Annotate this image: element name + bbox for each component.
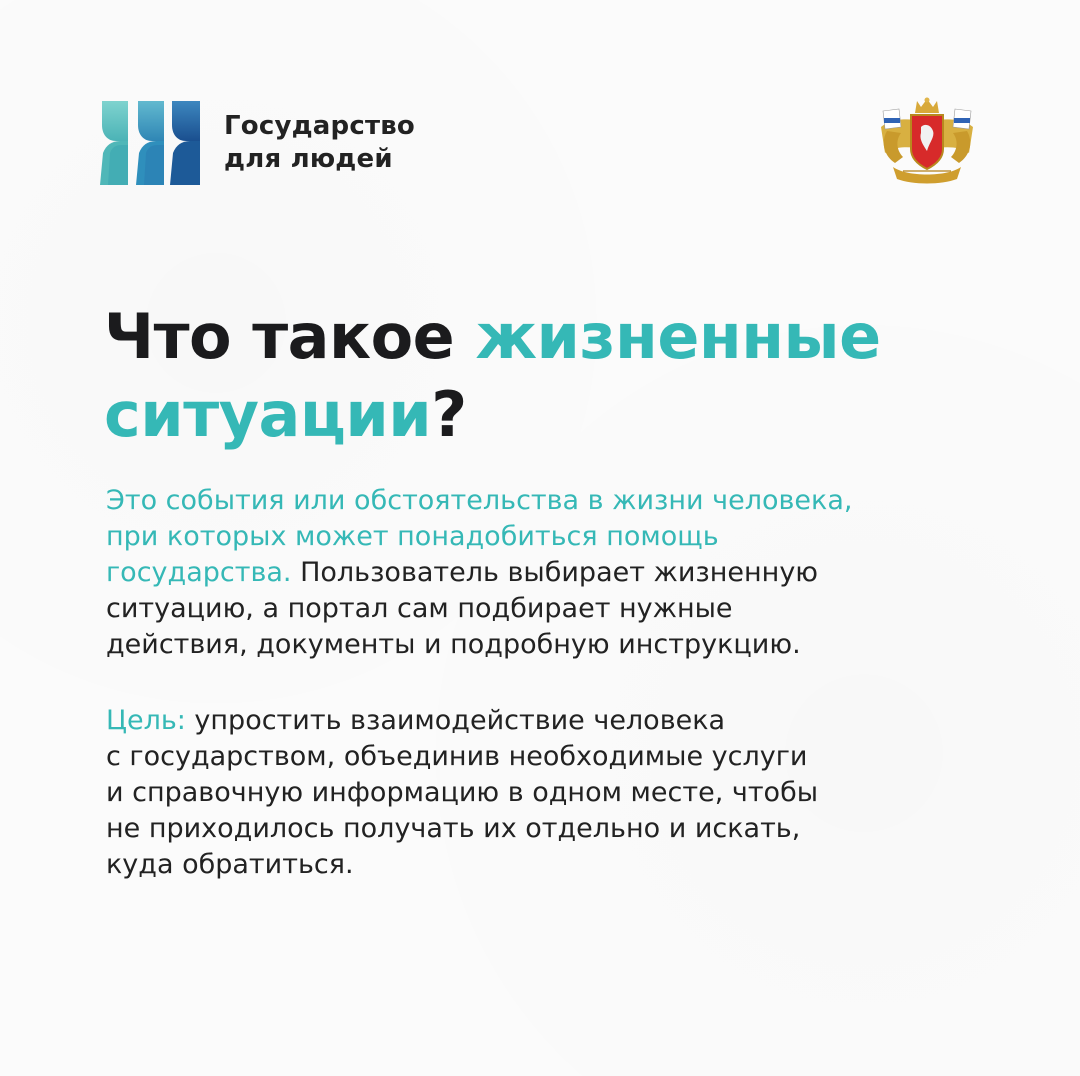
brand-name-line-2: для людей bbox=[224, 144, 393, 174]
goal-paragraph bbox=[106, 703, 986, 883]
definition-line-5: действия, документы и подробную инструкцию. bbox=[106, 629, 801, 660]
goal-line-4: не приходилось получать их отдельно и искать, bbox=[106, 813, 801, 844]
headline-accent-part-2: ситуации bbox=[104, 378, 432, 451]
definition-line-3 bbox=[106, 555, 986, 591]
definition-line-1: Это события или обстоятельства в жизни человека, bbox=[106, 485, 853, 516]
headline-plain-part: Что такое bbox=[104, 300, 476, 373]
headline-accent-part-1: жизненные bbox=[475, 300, 881, 373]
definition-line-3-plain: Пользователь выбирает жизненную bbox=[291, 557, 819, 588]
goal-line-1-plain: упростить взаимодействие человека bbox=[185, 705, 726, 736]
brand-header bbox=[100, 101, 415, 185]
definition-line-2: при которых может понадобиться помощь bbox=[106, 521, 719, 552]
definition-line-3-accent: государства. bbox=[106, 557, 292, 588]
headline-line-1 bbox=[104, 298, 881, 376]
headline-line-2 bbox=[104, 376, 881, 454]
coat-of-arms-icon bbox=[873, 97, 981, 185]
brand-name bbox=[224, 110, 415, 176]
goal-line-2: с государством, объединив необходимые услуги bbox=[106, 741, 808, 772]
goal-line-5: куда обратиться. bbox=[106, 849, 354, 880]
gosudarstvo-logo-icon bbox=[100, 101, 200, 185]
goal-line-3: и справочную информацию в одном месте, чтобы bbox=[106, 777, 819, 808]
goal-label: Цель: bbox=[106, 705, 186, 736]
goal-line-1 bbox=[106, 703, 986, 739]
definition-line-4: ситуацию, а портал сам подбирает нужные bbox=[106, 593, 733, 624]
definition-paragraph bbox=[106, 483, 986, 663]
headline-question-mark: ? bbox=[431, 378, 467, 451]
brand-name-line-1: Государство bbox=[224, 111, 415, 141]
headline bbox=[104, 298, 881, 454]
